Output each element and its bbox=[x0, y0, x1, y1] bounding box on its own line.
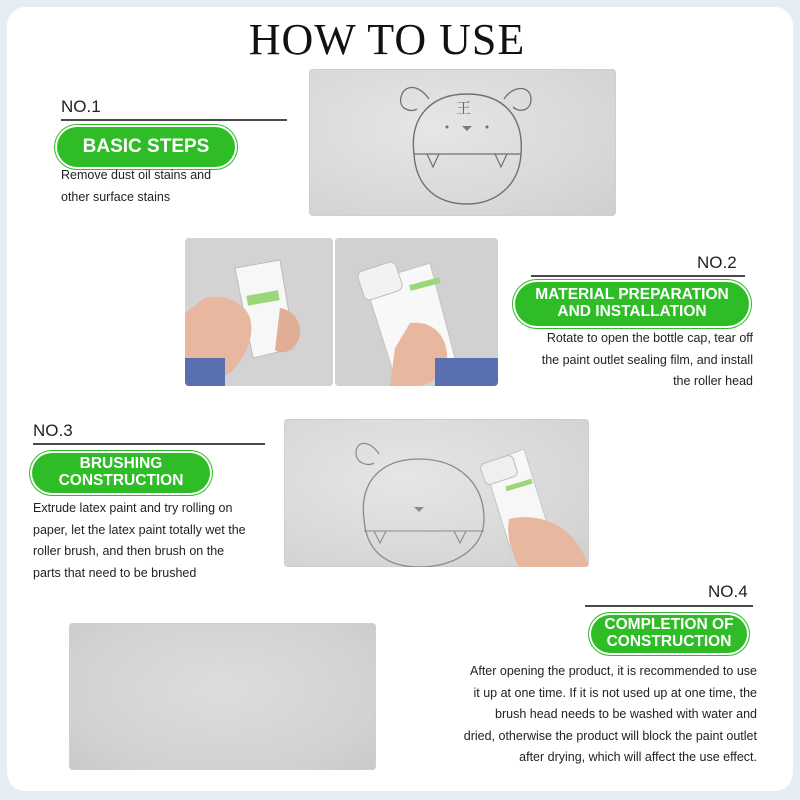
step-3-description-line: paper, let the latex paint totally wet the bbox=[33, 522, 246, 537]
sketch-character: 王 bbox=[456, 100, 472, 117]
step-1-description bbox=[61, 165, 281, 208]
tube-in-hand-icon bbox=[185, 238, 333, 386]
step-2-heading-line: MATERIAL PREPARATION bbox=[535, 286, 729, 304]
step-4-heading-line: COMPLETION OF bbox=[604, 616, 734, 634]
step-2-heading bbox=[515, 282, 749, 326]
step-3-description-line: parts that need to be brushed bbox=[33, 565, 197, 580]
brushing-sketch-icon bbox=[284, 419, 589, 567]
step-4-description-line: After opening the product, it is recommended to use bbox=[470, 664, 757, 678]
step-4-heading-line: CONSTRUCTION bbox=[606, 633, 732, 650]
tube-cap-open-icon bbox=[335, 238, 498, 386]
step-3-photo bbox=[284, 419, 589, 567]
step-1-number: NO.1 bbox=[61, 97, 101, 116]
step-3-divider bbox=[33, 443, 265, 445]
step-3-description-line: roller brush, and then brush on the bbox=[33, 544, 225, 558]
step-1-description-line: Remove dust oil stains and bbox=[61, 168, 212, 182]
step-3-heading-line: BRUSHING bbox=[79, 455, 163, 473]
step-4-description-line: after drying, which will affect the use effect. bbox=[519, 750, 757, 764]
step-4-heading bbox=[591, 615, 747, 653]
step-3-heading-line: CONSTRUCTION bbox=[58, 472, 184, 489]
step-2-divider bbox=[531, 275, 745, 277]
step-3-heading bbox=[32, 453, 210, 493]
step-2-description-line: the roller head bbox=[673, 374, 753, 388]
step-3-description-line: Extrude latex paint and try rolling on bbox=[33, 501, 233, 515]
step-1-description-line: other surface stains bbox=[61, 189, 171, 204]
step-2-description bbox=[497, 328, 753, 393]
step-4-description-line: it up at one time. If it is not used up at one time, the bbox=[473, 685, 757, 700]
step-1-heading-text: BASIC STEPS bbox=[82, 135, 210, 157]
step-2-description-line: the paint outlet sealing film, and install bbox=[541, 352, 753, 367]
page-title: HOW TO USE bbox=[248, 15, 526, 64]
hamster-sketch-icon bbox=[309, 69, 616, 216]
step-2-number: NO.2 bbox=[697, 253, 737, 272]
step-3-number: NO.3 bbox=[33, 421, 73, 440]
step-4-description-line: dried, otherwise the product will block the paint outlet bbox=[463, 728, 757, 743]
step-4-divider bbox=[585, 605, 753, 607]
step-4-description-line: brush head needs to be washed with water and bbox=[495, 707, 757, 721]
step-2-heading-line: AND INSTALLATION bbox=[557, 303, 707, 320]
step-2-photo-left bbox=[185, 238, 333, 386]
step-2-photo-right bbox=[335, 238, 498, 386]
step-2-description-line: Rotate to open the bottle cap, tear off bbox=[546, 331, 753, 345]
step-1-heading bbox=[57, 127, 235, 167]
step-3-description bbox=[33, 498, 293, 584]
step-1-divider bbox=[61, 119, 287, 121]
step-1-photo bbox=[309, 69, 616, 216]
step-4-description bbox=[387, 661, 757, 769]
step-4-photo bbox=[69, 623, 376, 770]
step-4-number: NO.4 bbox=[708, 582, 748, 601]
how-to-use-page bbox=[7, 7, 793, 791]
